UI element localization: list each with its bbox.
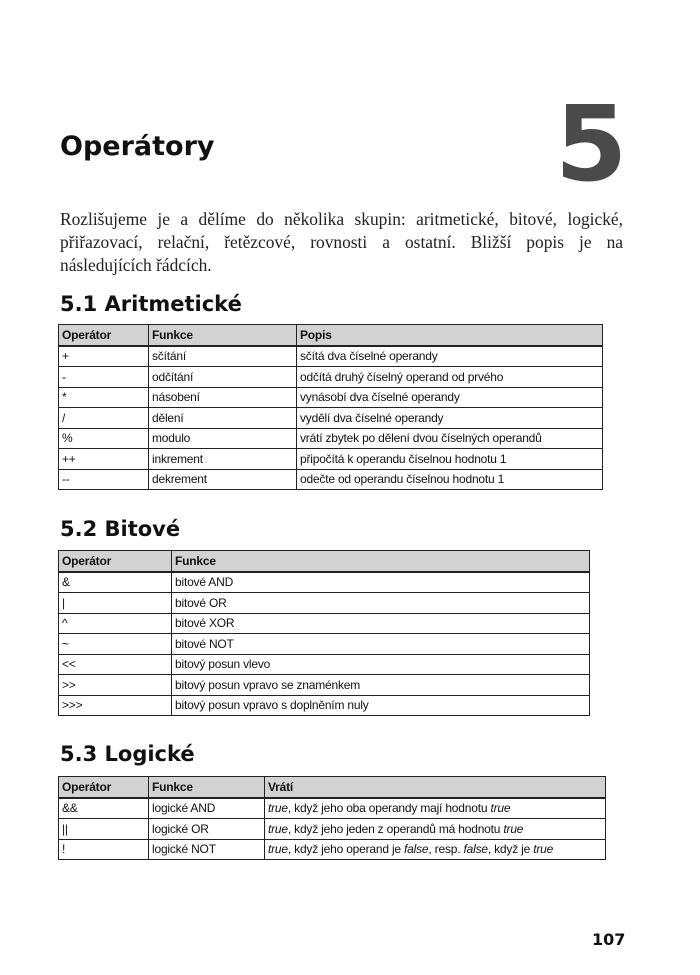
- returns-text: , když je: [487, 842, 534, 857]
- section-heading-logical: 5.3 Logické: [60, 742, 195, 766]
- column-header-operator: Operátor: [59, 551, 172, 572]
- returns-text: true: [268, 842, 288, 857]
- operator-cell: >>>: [59, 695, 172, 716]
- description-cell: odečte od operandu číselnou hodnotu 1: [297, 469, 603, 490]
- function-cell: odčítání: [149, 367, 297, 388]
- arithmetic-operators-table: [58, 324, 603, 490]
- table-row: [59, 634, 590, 655]
- description-cell: vynásobí dva číselné operandy: [297, 387, 603, 408]
- column-header-operator: Operátor: [59, 325, 149, 346]
- operator-cell: +: [59, 346, 149, 367]
- table-row: [59, 819, 606, 840]
- returns-text: true: [503, 821, 524, 836]
- chapter-title: Operátory: [60, 131, 215, 162]
- table-row: [59, 346, 603, 367]
- table-row: [59, 449, 603, 470]
- table-row: [59, 572, 590, 593]
- description-cell: připočítá k operandu číselnou hodnotu 1: [297, 449, 603, 470]
- table-header-row: [59, 551, 590, 572]
- logical-operators-table: [58, 776, 606, 860]
- operator-cell: %: [59, 428, 149, 449]
- column-header-function: Funkce: [172, 551, 590, 572]
- returns-text: true: [268, 801, 288, 816]
- returns-text: , když jeho operand je: [287, 842, 405, 857]
- function-cell: bitové OR: [172, 593, 590, 614]
- operator-cell: -: [59, 367, 149, 388]
- returns-cell: [265, 839, 606, 860]
- function-cell: dekrement: [149, 469, 297, 490]
- table-row: [59, 367, 603, 388]
- table-row: [59, 387, 603, 408]
- table-row: [59, 654, 590, 675]
- function-cell: násobení: [149, 387, 297, 408]
- function-cell: modulo: [149, 428, 297, 449]
- returns-text: false: [404, 842, 429, 857]
- chapter-intro: Rozlišujeme je a dělíme do několika skupin: aritmetické, bitové, logické, přiřazovací, relační, řetězcové, rovnosti a ostatní. Bližší popis je na následujících řádcích.: [60, 209, 623, 275]
- operator-cell: >>: [59, 675, 172, 696]
- function-cell: logické NOT: [149, 839, 265, 860]
- column-header-operator: Operátor: [59, 777, 149, 798]
- table-header-row: [59, 325, 603, 346]
- operator-cell: ^: [59, 613, 172, 634]
- table-row: [59, 613, 590, 634]
- operator-cell: ~: [59, 634, 172, 655]
- column-header-function: Funkce: [149, 777, 265, 798]
- returns-cell: [265, 819, 606, 840]
- column-header-function: Funkce: [149, 325, 297, 346]
- section-heading-bitwise: 5.2 Bitové: [60, 517, 181, 541]
- description-cell: sčítá dva číselné operandy: [297, 346, 603, 367]
- operator-cell: ||: [59, 819, 149, 840]
- operator-cell: *: [59, 387, 149, 408]
- returns-text: true: [533, 842, 554, 857]
- table-row: [59, 469, 603, 490]
- operator-cell: ++: [59, 449, 149, 470]
- page-number: 107: [592, 930, 626, 949]
- operator-cell: |: [59, 593, 172, 614]
- column-header-returns: Vrátí: [265, 777, 606, 798]
- bitwise-operators-table: [58, 550, 590, 716]
- operator-cell: <<: [59, 654, 172, 675]
- function-cell: bitové NOT: [172, 634, 590, 655]
- function-cell: bitové XOR: [172, 613, 590, 634]
- returns-text: , když jeho jeden z operandů má hodnotu: [287, 821, 504, 836]
- description-cell: vydělí dva číselné operandy: [297, 408, 603, 429]
- description-cell: odčítá druhý číselný operand od prvého: [297, 367, 603, 388]
- returns-text: , když jeho oba operandy mají hodnotu: [287, 801, 491, 816]
- function-cell: sčítání: [149, 346, 297, 367]
- chapter-number: 5: [555, 83, 626, 205]
- function-cell: bitový posun vlevo: [172, 654, 590, 675]
- returns-text: true: [490, 801, 511, 816]
- section-heading-arithmetic: 5.1 Aritmetické: [60, 292, 242, 316]
- table-row: [59, 428, 603, 449]
- operator-cell: !: [59, 839, 149, 860]
- column-header-description: Popis: [297, 325, 603, 346]
- table-row: [59, 839, 606, 860]
- operator-cell: --: [59, 469, 149, 490]
- function-cell: bitový posun vpravo s doplněním nuly: [172, 695, 590, 716]
- table-row: [59, 593, 590, 614]
- operator-cell: /: [59, 408, 149, 429]
- table-row: [59, 695, 590, 716]
- returns-cell: [265, 798, 606, 819]
- returns-text: true: [268, 821, 288, 836]
- table-row: [59, 408, 603, 429]
- function-cell: dělení: [149, 408, 297, 429]
- function-cell: logické OR: [149, 819, 265, 840]
- operator-cell: &: [59, 572, 172, 593]
- returns-text: , resp.: [428, 842, 464, 857]
- operator-cell: &&: [59, 798, 149, 819]
- table-row: [59, 798, 606, 819]
- table-row: [59, 675, 590, 696]
- returns-text: false: [463, 842, 488, 857]
- function-cell: bitový posun vpravo se znaménkem: [172, 675, 590, 696]
- table-header-row: [59, 777, 606, 798]
- description-cell: vrátí zbytek po dělení dvou číselných operandů: [297, 428, 603, 449]
- function-cell: inkrement: [149, 449, 297, 470]
- function-cell: logické AND: [149, 798, 265, 819]
- function-cell: bitové AND: [172, 572, 590, 593]
